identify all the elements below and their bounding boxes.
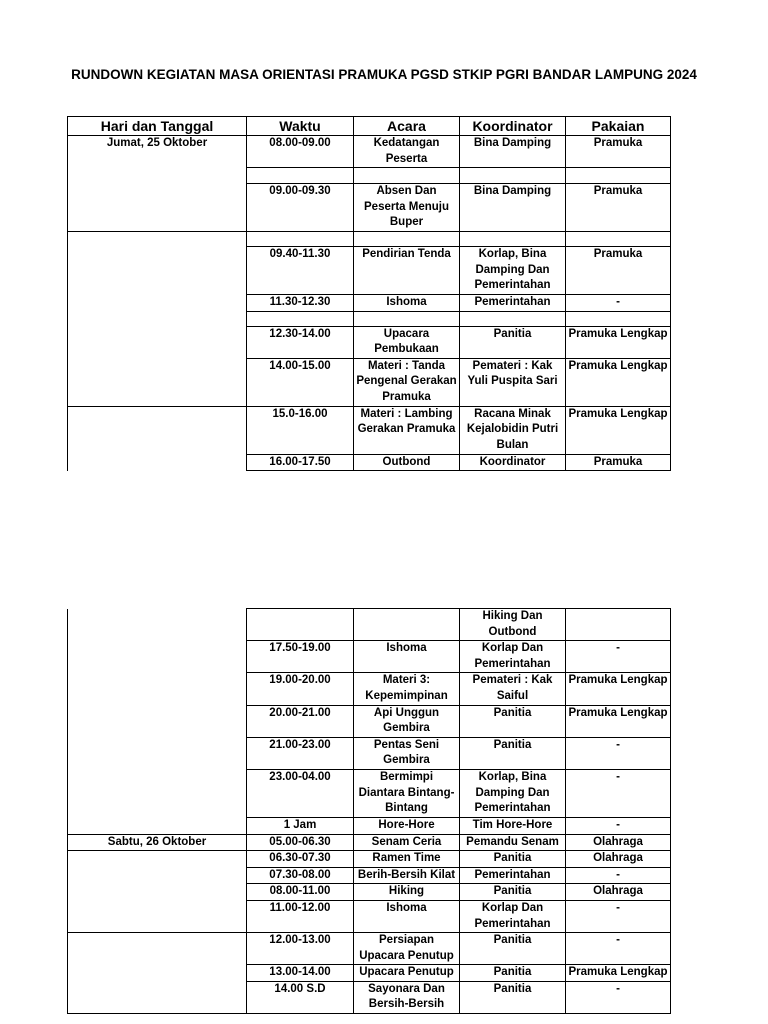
event-cell bbox=[354, 311, 460, 326]
header-time: Waktu bbox=[247, 117, 354, 136]
coordinator-cell: Korlap, Bina Damping Dan Pemerintahan bbox=[460, 247, 566, 295]
event-cell: Upacara Pembukaan bbox=[354, 326, 460, 358]
attire-cell: Pramuka Lengkap bbox=[566, 673, 671, 705]
day-cell bbox=[68, 900, 247, 932]
attire-cell bbox=[566, 609, 671, 641]
coordinator-cell: Panitia bbox=[460, 884, 566, 901]
coordinator-cell: Pemandu Senam bbox=[460, 834, 566, 851]
table-row bbox=[68, 851, 671, 868]
day-cell bbox=[68, 965, 247, 982]
table-row bbox=[68, 136, 671, 168]
coordinator-cell bbox=[460, 168, 566, 184]
time-cell: 21.00-23.00 bbox=[247, 737, 354, 769]
day-cell bbox=[68, 705, 247, 737]
day-cell bbox=[68, 232, 247, 247]
attire-cell: Pramuka Lengkap bbox=[566, 358, 671, 406]
event-cell bbox=[354, 168, 460, 184]
day-cell bbox=[68, 673, 247, 705]
coordinator-cell: Panitia bbox=[460, 933, 566, 965]
header-event: Acara bbox=[354, 117, 460, 136]
day-cell bbox=[68, 406, 247, 454]
header-coordinator: Koordinator bbox=[460, 117, 566, 136]
time-cell: 1 Jam bbox=[247, 817, 354, 834]
time-cell: 23.00-04.00 bbox=[247, 769, 354, 817]
table-row bbox=[68, 673, 671, 705]
coordinator-cell: Bina Damping bbox=[460, 136, 566, 168]
coordinator-cell: Panitia bbox=[460, 851, 566, 868]
table-row bbox=[68, 834, 671, 851]
event-cell: Bermimpi Diantara Bintang-Bintang bbox=[354, 769, 460, 817]
time-cell: 07.30-08.00 bbox=[247, 867, 354, 884]
coordinator-cell: Panitia bbox=[460, 705, 566, 737]
event-cell: Outbond bbox=[354, 454, 460, 471]
table-row bbox=[68, 184, 671, 232]
attire-cell: Pramuka bbox=[566, 247, 671, 295]
table-row bbox=[68, 981, 671, 1013]
attire-cell: - bbox=[566, 900, 671, 932]
coordinator-cell bbox=[460, 232, 566, 247]
table-row bbox=[68, 705, 671, 737]
event-cell: Api Unggun Gembira bbox=[354, 705, 460, 737]
attire-cell: Pramuka bbox=[566, 184, 671, 232]
table-row bbox=[68, 933, 671, 965]
coordinator-cell: Pemerintahan bbox=[460, 294, 566, 311]
attire-cell: Pramuka Lengkap bbox=[566, 705, 671, 737]
coordinator-cell: Panitia bbox=[460, 965, 566, 982]
table-row bbox=[68, 168, 671, 184]
event-cell: Ishoma bbox=[354, 641, 460, 673]
coordinator-cell: Pemateri : Kak Saiful bbox=[460, 673, 566, 705]
day-cell bbox=[68, 817, 247, 834]
day-cell: Sabtu, 26 Oktober bbox=[68, 834, 247, 851]
time-cell: 09.00-09.30 bbox=[247, 184, 354, 232]
attire-cell: Pramuka Lengkap bbox=[566, 406, 671, 454]
coordinator-cell: Panitia bbox=[460, 326, 566, 358]
day-cell bbox=[68, 641, 247, 673]
attire-cell bbox=[566, 232, 671, 247]
day-cell bbox=[68, 184, 247, 232]
attire-cell: - bbox=[566, 981, 671, 1013]
rundown-table-page1 bbox=[67, 116, 671, 471]
time-cell: 20.00-21.00 bbox=[247, 705, 354, 737]
attire-cell: Olahraga bbox=[566, 851, 671, 868]
attire-cell: - bbox=[566, 769, 671, 817]
table-row bbox=[68, 311, 671, 326]
attire-cell bbox=[566, 168, 671, 184]
attire-cell: Olahraga bbox=[566, 884, 671, 901]
event-cell: Berih-Bersih Kilat bbox=[354, 867, 460, 884]
day-cell bbox=[68, 247, 247, 295]
coordinator-cell: Korlap Dan Pemerintahan bbox=[460, 900, 566, 932]
event-cell: Persiapan Upacara Penutup bbox=[354, 933, 460, 965]
event-cell: Ishoma bbox=[354, 294, 460, 311]
table-row bbox=[68, 406, 671, 454]
time-cell: 16.00-17.50 bbox=[247, 454, 354, 471]
day-cell bbox=[68, 358, 247, 406]
table-row bbox=[68, 737, 671, 769]
time-cell: 08.00-11.00 bbox=[247, 884, 354, 901]
table-row bbox=[68, 817, 671, 834]
document-title: RUNDOWN KEGIATAN MASA ORIENTASI PRAMUKA PGSD STKIP PGRI BANDAR LAMPUNG 2024 bbox=[71, 67, 697, 82]
attire-cell: Pramuka bbox=[566, 454, 671, 471]
event-cell bbox=[354, 609, 460, 641]
attire-cell: Pramuka Lengkap bbox=[566, 965, 671, 982]
event-cell: Materi : Lambing Gerakan Pramuka bbox=[354, 406, 460, 454]
time-cell: 09.40-11.30 bbox=[247, 247, 354, 295]
coordinator-cell: Hiking Dan Outbond bbox=[460, 609, 566, 641]
time-cell: 11.00-12.00 bbox=[247, 900, 354, 932]
attire-cell: - bbox=[566, 641, 671, 673]
table-row bbox=[68, 454, 671, 471]
coordinator-cell: Pemerintahan bbox=[460, 867, 566, 884]
time-cell bbox=[247, 311, 354, 326]
event-cell: Pendirian Tenda bbox=[354, 247, 460, 295]
event-cell: Senam Ceria bbox=[354, 834, 460, 851]
event-cell: Ishoma bbox=[354, 900, 460, 932]
rundown-table-page2 bbox=[67, 608, 671, 1014]
day-cell bbox=[68, 311, 247, 326]
coordinator-cell: Tim Hore-Hore bbox=[460, 817, 566, 834]
time-cell: 12.30-14.00 bbox=[247, 326, 354, 358]
table-row bbox=[68, 294, 671, 311]
day-cell bbox=[68, 884, 247, 901]
table-row bbox=[68, 358, 671, 406]
table-row bbox=[68, 965, 671, 982]
attire-cell: Pramuka Lengkap bbox=[566, 326, 671, 358]
table-row bbox=[68, 867, 671, 884]
time-cell bbox=[247, 232, 354, 247]
table-header-row bbox=[68, 117, 671, 136]
table-row bbox=[68, 641, 671, 673]
time-cell: 14.00 S.D bbox=[247, 981, 354, 1013]
day-cell bbox=[68, 168, 247, 184]
time-cell: 14.00-15.00 bbox=[247, 358, 354, 406]
time-cell: 11.30-12.30 bbox=[247, 294, 354, 311]
attire-cell: Pramuka bbox=[566, 136, 671, 168]
attire-cell: - bbox=[566, 294, 671, 311]
day-cell bbox=[68, 294, 247, 311]
coordinator-cell: Koordinator bbox=[460, 454, 566, 471]
time-cell: 06.30-07.30 bbox=[247, 851, 354, 868]
coordinator-cell: Bina Damping bbox=[460, 184, 566, 232]
attire-cell: - bbox=[566, 933, 671, 965]
time-cell: 12.00-13.00 bbox=[247, 933, 354, 965]
attire-cell: Olahraga bbox=[566, 834, 671, 851]
event-cell bbox=[354, 232, 460, 247]
time-cell bbox=[247, 609, 354, 641]
coordinator-cell bbox=[460, 311, 566, 326]
day-cell bbox=[68, 609, 247, 641]
coordinator-cell: Panitia bbox=[460, 737, 566, 769]
time-cell: 13.00-14.00 bbox=[247, 965, 354, 982]
time-cell: 15.0-16.00 bbox=[247, 406, 354, 454]
event-cell: Pentas Seni Gembira bbox=[354, 737, 460, 769]
day-cell bbox=[68, 737, 247, 769]
table-row bbox=[68, 232, 671, 247]
day-cell bbox=[68, 867, 247, 884]
header-day: Hari dan Tanggal bbox=[68, 117, 247, 136]
event-cell: Hore-Hore bbox=[354, 817, 460, 834]
time-cell: 19.00-20.00 bbox=[247, 673, 354, 705]
day-cell bbox=[68, 981, 247, 1013]
time-cell: 05.00-06.30 bbox=[247, 834, 354, 851]
attire-cell: - bbox=[566, 817, 671, 834]
day-cell bbox=[68, 851, 247, 868]
table-row bbox=[68, 769, 671, 817]
time-cell: 08.00-09.00 bbox=[247, 136, 354, 168]
coordinator-cell: Korlap Dan Pemerintahan bbox=[460, 641, 566, 673]
coordinator-cell: Pemateri : Kak Yuli Puspita Sari bbox=[460, 358, 566, 406]
event-cell: Upacara Penutup bbox=[354, 965, 460, 982]
event-cell: Materi : Tanda Pengenal Gerakan Pramuka bbox=[354, 358, 460, 406]
day-cell bbox=[68, 454, 247, 471]
event-cell: Sayonara Dan Bersih-Bersih bbox=[354, 981, 460, 1013]
attire-cell bbox=[566, 311, 671, 326]
table-row bbox=[68, 884, 671, 901]
coordinator-cell: Racana Minak Kejalobidin Putri Bulan bbox=[460, 406, 566, 454]
attire-cell: - bbox=[566, 737, 671, 769]
table-row bbox=[68, 609, 671, 641]
event-cell: Ramen Time bbox=[354, 851, 460, 868]
time-cell bbox=[247, 168, 354, 184]
attire-cell: - bbox=[566, 867, 671, 884]
table-row bbox=[68, 247, 671, 295]
time-cell: 17.50-19.00 bbox=[247, 641, 354, 673]
table-row bbox=[68, 326, 671, 358]
event-cell: Materi 3: Kepemimpinan bbox=[354, 673, 460, 705]
day-cell bbox=[68, 326, 247, 358]
event-cell: Hiking bbox=[354, 884, 460, 901]
day-cell: Jumat, 25 Oktober bbox=[68, 136, 247, 168]
table-row bbox=[68, 900, 671, 932]
event-cell: Absen Dan Peserta Menuju Buper bbox=[354, 184, 460, 232]
coordinator-cell: Korlap, Bina Damping Dan Pemerintahan bbox=[460, 769, 566, 817]
event-cell: Kedatangan Peserta bbox=[354, 136, 460, 168]
day-cell bbox=[68, 769, 247, 817]
header-attire: Pakaian bbox=[566, 117, 671, 136]
day-cell bbox=[68, 933, 247, 965]
coordinator-cell: Panitia bbox=[460, 981, 566, 1013]
